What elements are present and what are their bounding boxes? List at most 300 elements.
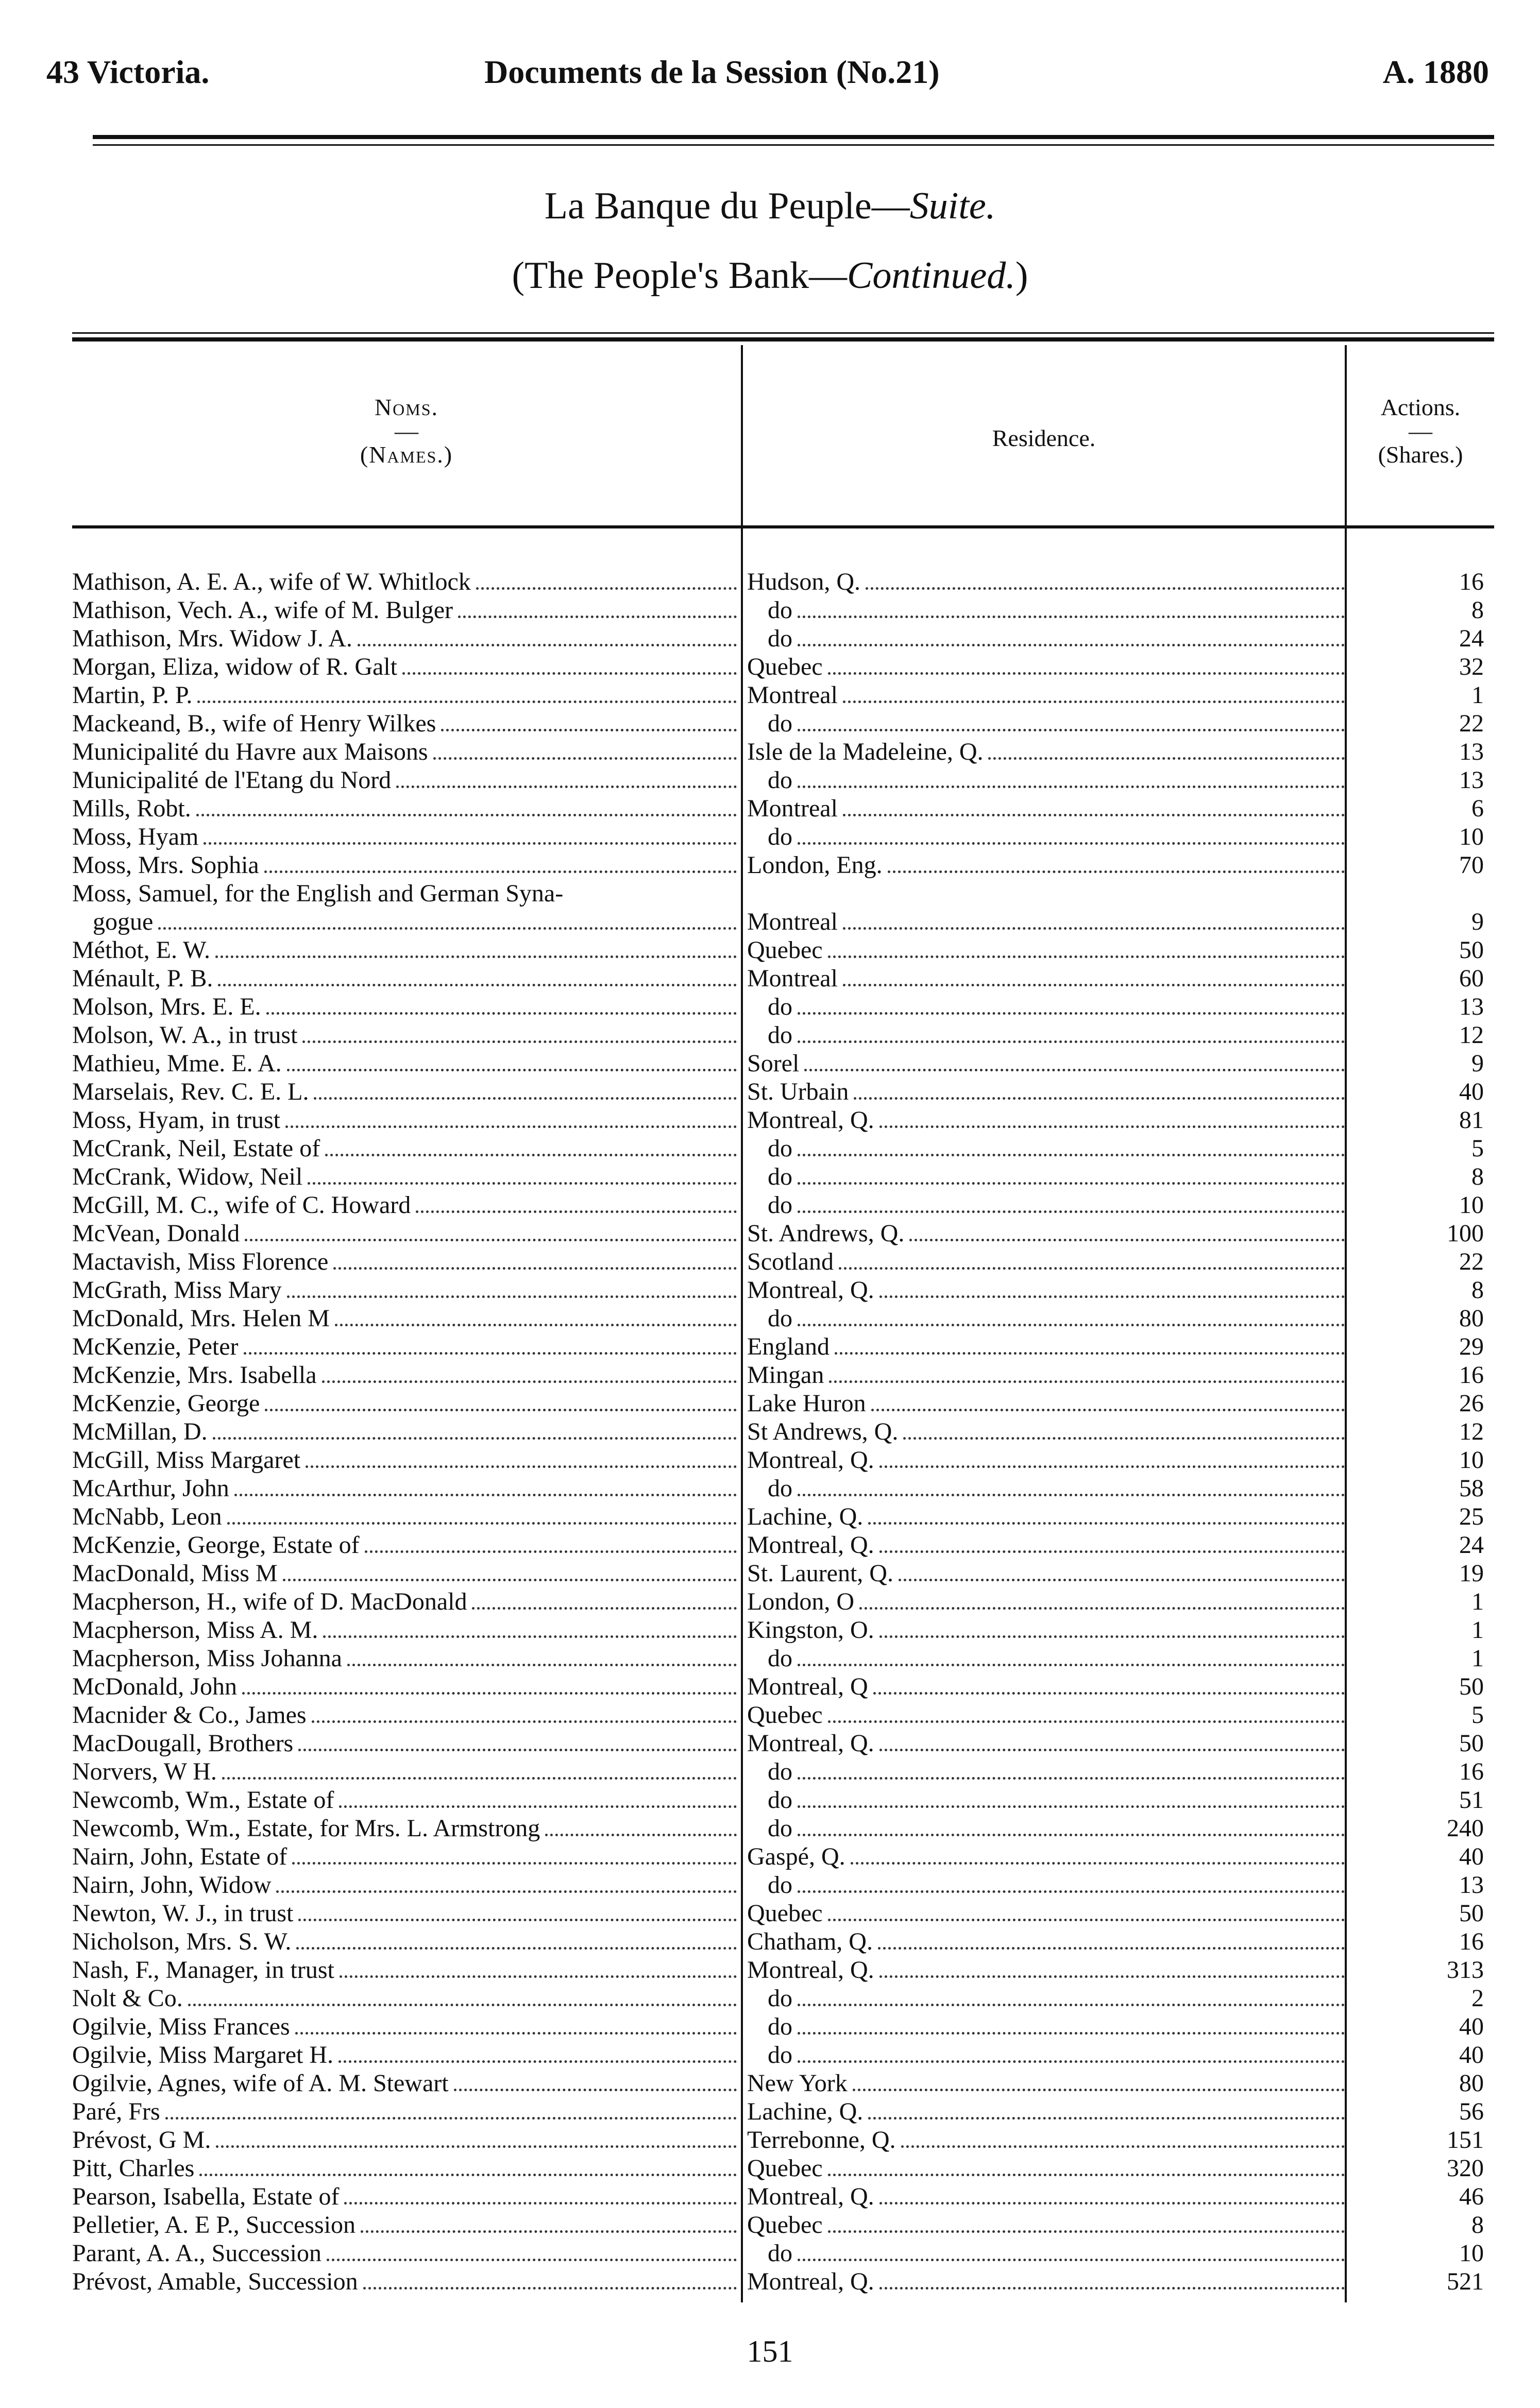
shareholder-name-cell [72,1021,742,1049]
shareholder-name-cell [72,1956,742,1984]
residence-cell [747,1729,1350,1757]
residence-cell [747,1049,1350,1078]
leader-dots [213,1418,737,1440]
column-header-residence [743,422,1345,454]
leader-dots [322,1361,737,1383]
residence-cell [747,964,1350,993]
shareholder-name: Mackeand, B., wife of Henry Wilkes [72,710,436,737]
table-row [72,908,1494,936]
shareholder-name: Municipalité du Havre aux Maisons [72,738,428,765]
table-row [72,1502,1494,1531]
title-french [0,180,1540,232]
shareholder-name-cell [72,1899,742,1927]
shares-count: 1 [1471,681,1484,709]
shares-count: 25 [1459,1503,1484,1530]
column-header-names [72,391,741,471]
shareholder-name-cell [72,624,742,653]
shareholder-name-cell [72,823,742,851]
residence: do [768,1135,792,1162]
shares-count: 50 [1459,1730,1484,1757]
shareholder-name-cell [72,1531,742,1559]
leader-dots [416,1191,737,1213]
shareholder-name: Mathieu, Mme. E. A. [72,1050,282,1077]
shareholder-name: Parant, A. A., Succession [72,2240,321,2267]
leader-dots [879,1531,1345,1553]
table-row [72,2267,1494,2296]
residence: Quebec [747,1900,823,1927]
shareholder-name: Méthot, E. W. [72,936,211,964]
leader-dots [878,1927,1345,1950]
shareholder-name: McKenzie, Mrs. Isabella [72,1361,317,1389]
table-row [72,1927,1494,1956]
residence: St. Laurent, Q. [747,1560,893,1587]
leader-dots [327,2239,737,2261]
residence: London, Eng. [747,851,883,879]
leader-dots [843,794,1345,816]
shareholder-name-cell [72,1701,742,1729]
residence-cell [747,2126,1350,2154]
shareholder-name: Ménault, P. B. [72,965,213,992]
residence: Gaspé, Q. [747,1843,845,1870]
shareholder-name-cell [72,1276,742,1304]
leader-dots [308,1163,737,1185]
table-row [72,1333,1494,1361]
shares-count: 16 [1459,1361,1484,1389]
table-row [72,1474,1494,1502]
residence: Montreal, Q. [747,2183,874,2210]
shares-count: 1 [1471,1645,1484,1672]
page-number: 151 [747,2334,793,2368]
leader-dots [358,624,737,646]
leader-dots [335,1304,737,1326]
table-row [72,596,1494,624]
shares-count: 2 [1471,1985,1484,2012]
residence: Montreal, Q. [747,1106,874,1134]
leader-dots [879,1276,1345,1298]
table-row [72,2211,1494,2239]
leader-dots [302,1021,737,1043]
shareholder-name: McGill, M. C., wife of C. Howard [72,1191,411,1219]
shareholder-name: Nairn, John, Estate of [72,1843,287,1870]
leader-dots [828,653,1345,675]
shares-count: 50 [1459,1673,1484,1700]
leader-dots [828,1701,1345,1723]
shareholder-name-cell [72,1814,742,1842]
column-header-rule [72,525,1494,528]
shareholder-name-cell [72,2097,742,2126]
leader-dots [868,1502,1345,1525]
residence: Quebec [747,2211,823,2239]
shareholder-name: McCrank, Widow, Neil [72,1163,303,1190]
shareholder-name-cell [72,993,742,1021]
table-row [72,2154,1494,2182]
shares-count: 320 [1447,2155,1484,2182]
residence: Montreal, Q. [747,1956,874,1984]
leader-dots [188,1984,737,2006]
leader-dots [222,1757,737,1780]
leader-dots [879,1729,1345,1751]
leader-dots [829,1361,1345,1383]
table-row [72,1304,1494,1333]
residence-cell [747,738,1350,766]
shareholder-name: Pitt, Charles [72,2155,195,2182]
shares-count: 81 [1459,1106,1484,1134]
residence: do [768,993,792,1020]
leader-dots [901,2126,1345,2148]
leader-dots [798,1134,1345,1156]
residence-cell [747,1106,1350,1134]
header-rule-thin [93,144,1494,146]
shareholder-name-cell [72,794,742,823]
residence-cell [747,1333,1350,1361]
table-row [72,1587,1494,1616]
shares-count: 10 [1459,1446,1484,1474]
leader-dots [879,1616,1345,1638]
column-header-shares-dash: — [1409,418,1432,444]
residence: London, O [747,1588,854,1615]
residence-cell [747,624,1350,653]
shareholder-name-cell [72,681,742,709]
table-row [72,1956,1494,1984]
shareholder-name-cell [72,766,742,794]
shareholder-name: Moss, Hyam [72,823,199,850]
residence: do [768,1786,792,1814]
residence-cell [747,1446,1350,1474]
residence: Terrebonne, Q. [747,2126,896,2154]
residence: do [768,596,792,624]
leader-dots [204,823,737,845]
leader-dots [454,2069,737,2091]
shareholder-table [72,345,1494,2320]
table-row [72,1134,1494,1163]
leader-dots [868,2097,1345,2120]
shareholder-name-cell [72,1871,742,1899]
leader-dots [402,653,737,675]
leader-dots [158,908,737,930]
shareholder-name: Norvers, W H. [72,1758,217,1785]
shares-count: 29 [1459,1333,1484,1360]
residence-cell [747,823,1350,851]
table-row [72,766,1494,794]
shareholder-name-cell [72,1389,742,1418]
leader-dots [828,2211,1345,2233]
residence: Quebec [747,1701,823,1729]
shareholder-name: McKenzie, Peter [72,1333,239,1360]
shares-count: 240 [1447,1815,1484,1842]
table-row [72,1786,1494,1814]
shareholder-name-cell [72,1078,742,1106]
title-english-continued: Continued. [847,254,1016,297]
table-row [72,2126,1494,2154]
shareholder-name: Nairn, John, Widow [72,1871,272,1899]
column-header-shares-en: (Shares.) [1378,441,1463,468]
residence-cell [747,2239,1350,2267]
shareholder-name-cell [72,908,742,936]
residence-cell [747,908,1350,936]
shares-count: 5 [1471,1135,1484,1162]
shareholder-name: McGill, Miss Margaret [72,1446,301,1474]
title-french-main: La Banque du Peuple— [544,185,910,227]
shares-count: 50 [1459,936,1484,964]
shareholder-name: Marselais, Rev. C. E. L. [72,1078,309,1105]
table-row [72,1248,1494,1276]
shareholder-name-cell [72,2012,742,2041]
leader-dots [798,1984,1345,2006]
shares-count: 70 [1459,851,1484,879]
residence-cell [747,1134,1350,1163]
leader-dots [798,624,1345,646]
table-row [72,1361,1494,1389]
residence-cell [747,1786,1350,1814]
leader-dots [909,1219,1345,1241]
residence-cell [747,1587,1350,1616]
shareholder-name-cell [72,879,742,908]
residence-cell [747,993,1350,1021]
shareholder-name: Martin, P. P. [72,681,193,709]
table-row [72,794,1494,823]
shareholder-name-cell [72,1559,742,1587]
column-header-names-en: (Names.) [360,441,453,468]
shareholder-name: Ogilvie, Agnes, wife of A. M. Stewart [72,2070,449,2097]
shareholder-name-cell [72,1842,742,1871]
shareholder-name-cell [72,2154,742,2182]
shareholder-name-cell [72,1446,742,1474]
shareholder-name: gogue [93,908,154,935]
residence: do [768,1871,792,1899]
residence-cell [747,2182,1350,2211]
shareholder-name-cell [72,709,742,738]
table-row [72,2239,1494,2267]
table-row [72,2097,1494,2126]
residence: do [768,1191,792,1219]
table-top-rule-thick [72,337,1494,341]
shares-count: 40 [1459,2013,1484,2040]
shareholder-name-cell [72,1587,742,1616]
leader-dots [798,1786,1345,1808]
leader-dots [292,1842,737,1865]
residence-cell [747,936,1350,964]
shares-count: 10 [1459,1191,1484,1219]
residence: Montreal, Q [747,1673,868,1700]
residence: Sorel [747,1050,800,1077]
shareholder-name: Macnider & Co., James [72,1701,307,1729]
residence: do [768,2013,792,2040]
shareholder-name-cell [72,1134,742,1163]
leader-dots [333,1248,737,1270]
leader-dots [476,568,737,590]
shareholder-name: McKenzie, George, Estate of [72,1531,360,1559]
shares-count: 16 [1459,568,1484,595]
shares-count: 100 [1447,1220,1484,1247]
shares-count: 26 [1459,1390,1484,1417]
table-row [72,964,1494,993]
leader-dots [854,1078,1345,1100]
leader-dots [879,2182,1345,2205]
leader-dots [314,1078,737,1100]
shareholder-name: McVean, Donald [72,1220,240,1247]
shares-count: 12 [1459,1021,1484,1049]
residence-cell [747,1191,1350,1219]
residence: Scotland [747,1248,834,1275]
leader-dots [340,1956,737,1978]
shareholder-name-cell [72,1984,742,2012]
leader-dots [873,1672,1345,1695]
leader-dots [798,1474,1345,1496]
leader-dots [441,709,737,731]
header-rule-thick [93,135,1494,139]
shareholder-name-cell [72,1304,742,1333]
shareholder-name: McCrank, Neil, Estate of [72,1135,320,1162]
leader-dots [866,568,1345,590]
leader-dots [843,908,1345,930]
shareholder-name: McMillan, D. [72,1418,208,1445]
table-row [72,653,1494,681]
leader-dots [234,1474,737,1496]
leader-dots [295,2012,737,2035]
shareholder-name: Macpherson, H., wife of D. MacDonald [72,1588,467,1615]
leader-dots [828,936,1345,958]
shares-count: 8 [1471,2211,1484,2239]
leader-dots [798,823,1345,845]
table-row [72,1418,1494,1446]
residence-cell [747,2097,1350,2126]
shares-count: 313 [1447,1956,1484,1984]
shares-count: 10 [1459,2240,1484,2267]
shareholder-name: Macpherson, Miss Johanna [72,1645,342,1672]
residence: New York [747,2070,848,2097]
residence-cell [747,1389,1350,1418]
leader-dots [197,681,737,703]
shares-count: 13 [1459,1871,1484,1899]
residence: Isle de la Madeleine, Q. [747,738,984,765]
shareholder-name: McDonald, John [72,1673,237,1700]
shareholder-name-cell [72,2239,742,2267]
leader-dots [283,1559,737,1581]
shareholder-name-cell [72,1729,742,1757]
shares-count: 13 [1459,766,1484,794]
leader-dots [245,1219,737,1241]
leader-dots [363,2267,737,2290]
leader-dots [433,738,737,760]
shareholder-name: Mathison, Mrs. Widow J. A. [72,625,352,652]
leader-dots [265,1389,737,1411]
shareholder-name-cell [72,1757,742,1786]
title-french-suite: Suite. [909,185,996,227]
shares-count: 13 [1459,738,1484,765]
residence-cell [747,794,1350,823]
residence: Hudson, Q. [747,568,861,595]
residence: do [768,766,792,794]
shareholder-name-cell [72,2041,742,2069]
residence-cell [747,851,1350,879]
residence: do [768,1758,792,1785]
table-row [72,851,1494,879]
shares-count: 9 [1471,1050,1484,1077]
leader-dots [879,1106,1345,1128]
shareholder-name-cell [72,1418,742,1446]
shareholder-name: Ogilvie, Miss Frances [72,2013,290,2040]
table-row [72,1842,1494,1871]
title-english-close: ) [1015,254,1028,297]
leader-dots [798,1163,1345,1185]
residence-cell [747,1078,1350,1106]
leader-dots [347,1644,737,1666]
table-row [72,2041,1494,2069]
leader-dots [227,1502,737,1525]
shares-count: 521 [1447,2268,1484,2295]
shares-count: 24 [1459,1531,1484,1559]
residence: Montreal, Q. [747,1531,874,1559]
shareholder-name: McGrath, Miss Mary [72,1276,282,1304]
table-row [72,1531,1494,1559]
residence-cell [747,2267,1350,2296]
leader-dots [244,1333,737,1355]
shares-count: 16 [1459,1928,1484,1955]
shareholder-name: Mathison, Vech. A., wife of M. Bulger [72,596,453,624]
shares-count: 1 [1471,1616,1484,1644]
residence: Montreal, Q. [747,1276,874,1304]
residence: do [768,1645,792,1672]
residence-cell [747,1361,1350,1389]
table-row [72,568,1494,596]
leader-dots [798,1191,1345,1213]
shareholder-name-cell [72,1191,742,1219]
table-row [72,2182,1494,2211]
leader-dots [879,1956,1345,1978]
leader-dots [798,2239,1345,2261]
residence: Kingston, O. [747,1616,874,1644]
column-header-shares [1347,391,1494,471]
shares-count: 22 [1459,710,1484,737]
residence: Montreal, Q. [747,1446,874,1474]
shareholder-name-cell [72,1361,742,1389]
shares-count: 50 [1459,1900,1484,1927]
residence-cell [747,1219,1350,1248]
shareholder-name: McDonald, Mrs. Helen M [72,1305,330,1332]
residence-cell [747,1559,1350,1587]
residence-cell [747,568,1350,596]
residence-cell [747,2012,1350,2041]
shareholder-name-cell [72,936,742,964]
table-row [72,1814,1494,1842]
shareholder-name: Macpherson, Miss A. M. [72,1616,318,1644]
shares-count: 80 [1459,1305,1484,1332]
residence-cell [747,1163,1350,1191]
shareholder-name-cell [72,1502,742,1531]
leader-dots [242,1672,737,1695]
shareholder-name-cell [72,653,742,681]
leader-dots [899,1559,1345,1581]
shares-count: 19 [1459,1560,1484,1587]
shareholder-name: Moss, Mrs. Sophia [72,851,259,879]
residence-cell [747,1616,1350,1644]
title-english-main: (The People's Bank— [512,254,847,297]
shareholder-name: Ogilvie, Miss Margaret H. [72,2041,334,2069]
leader-dots [323,1616,737,1638]
leader-dots [306,1446,737,1468]
leader-dots [285,1106,737,1128]
residence: do [768,625,792,652]
leader-dots [798,1757,1345,1780]
shareholder-name-cell [72,568,742,596]
residence-cell [747,766,1350,794]
running-header [46,49,1489,95]
leader-dots [276,1871,737,1893]
table-row [72,1757,1494,1786]
shareholder-name: Moss, Hyam, in trust [72,1106,281,1134]
residence: Mingan [747,1361,824,1389]
shareholder-name: Nolt & Co. [72,1985,183,2012]
